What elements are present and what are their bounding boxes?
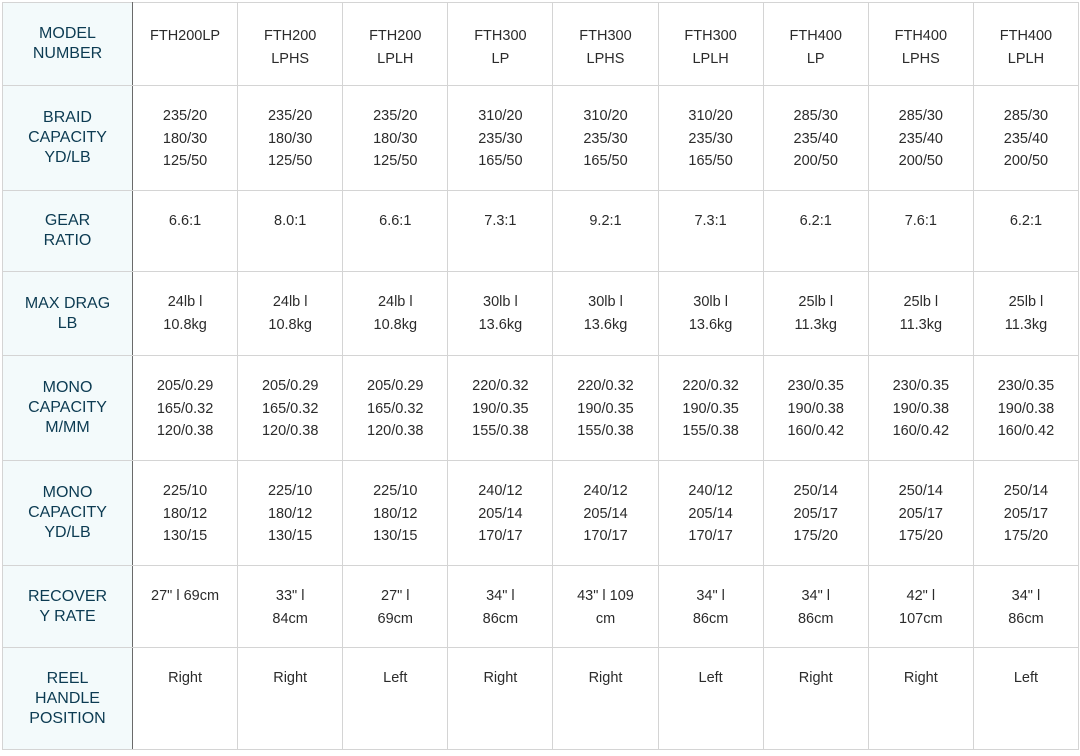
cell-line: 180/30 <box>373 130 418 147</box>
table-cell <box>658 86 763 191</box>
cell-line: 125/50 <box>373 153 418 169</box>
cell-line: 6.2:1 <box>1009 213 1043 229</box>
cell-line: 69cm <box>377 610 413 627</box>
cell-line: 225/10 <box>373 483 418 499</box>
row-header-line: REEL <box>46 669 89 687</box>
cell-line: 7.3:1 <box>484 213 517 229</box>
row-header-line: MONO <box>42 484 93 501</box>
cell-line: 10.8kg <box>163 316 207 333</box>
row-header-line: MONO <box>42 379 93 396</box>
table-cell <box>973 648 1078 750</box>
table-cell <box>448 272 553 356</box>
spec-table <box>2 2 1079 750</box>
recovery-rate-row <box>3 566 1079 648</box>
row-header-line: NUMBER <box>32 45 103 62</box>
cell-line: 230/0.35 <box>997 378 1055 394</box>
cell-line: Right <box>798 670 833 686</box>
row-header-line: CAPACITY <box>28 399 107 416</box>
table-cell <box>658 272 763 356</box>
cell-line: 235/40 <box>793 130 838 147</box>
table-cell <box>658 461 763 566</box>
row-header <box>3 86 133 191</box>
table-cell <box>763 356 868 461</box>
cell-line: 310/20 <box>478 108 523 124</box>
gear-ratio-row <box>3 191 1079 272</box>
row-header <box>3 356 133 461</box>
mono-capacity-ydlb-row <box>3 461 1079 566</box>
cell-line: LPHS <box>271 50 310 67</box>
cell-line: 7.6:1 <box>904 213 937 229</box>
cell-line: 120/0.38 <box>156 423 214 439</box>
cell-line: 130/15 <box>267 528 313 544</box>
row-header-line: RATIO <box>43 232 92 249</box>
cell-line: 250/14 <box>898 483 943 499</box>
cell-line: 170/17 <box>688 528 733 544</box>
cell-line: 220/0.32 <box>472 378 529 394</box>
cell-line: 240/12 <box>688 483 733 499</box>
cell-line: 240/12 <box>478 483 523 499</box>
cell-line: 155/0.38 <box>577 423 634 439</box>
cell-line: FTH200 <box>263 28 317 44</box>
cell-line: 200/50 <box>793 153 838 169</box>
model-number-row <box>3 3 1079 86</box>
row-header <box>3 272 133 356</box>
cell-line: 86cm <box>482 610 519 627</box>
cell-line: 86cm <box>797 610 834 627</box>
cell-line: 165/50 <box>583 153 628 169</box>
row-header <box>3 191 133 272</box>
cell-line: 6.2:1 <box>799 213 832 229</box>
table-cell <box>553 648 658 750</box>
row-header-line: LB <box>57 314 78 332</box>
table-cell <box>763 566 868 648</box>
cell-line: LPHS <box>586 50 625 67</box>
row-header-line: RECOVER <box>27 587 108 605</box>
cell-line: 235/20 <box>162 108 208 124</box>
cell-line: 235/30 <box>478 130 523 147</box>
cell-line: 125/50 <box>162 153 208 169</box>
cell-line: 13.6kg <box>478 316 523 333</box>
table-cell <box>553 272 658 356</box>
cell-line: 160/0.42 <box>787 423 844 439</box>
table-cell <box>448 648 553 750</box>
cell-line: 235/20 <box>267 108 313 124</box>
cell-line: 250/14 <box>1003 483 1049 499</box>
cell-line: 310/20 <box>583 108 628 124</box>
table-cell <box>238 3 343 86</box>
cell-line: 13.6kg <box>583 316 628 333</box>
table-cell <box>133 86 238 191</box>
table-cell <box>868 461 973 566</box>
cell-line: 205/0.29 <box>261 378 319 394</box>
cell-line: 6.6:1 <box>379 213 412 229</box>
table-cell <box>343 191 448 272</box>
cell-line: 235/30 <box>583 130 628 147</box>
cell-line: 235/40 <box>1003 130 1049 147</box>
table-cell <box>973 566 1078 648</box>
table-cell <box>658 566 763 648</box>
cell-line: 130/15 <box>373 528 418 544</box>
cell-line: 190/0.38 <box>787 400 844 417</box>
row-header-line: CAPACITY <box>28 504 107 521</box>
cell-line: 84cm <box>272 610 308 627</box>
cell-line: 8.0:1 <box>274 213 307 229</box>
cell-line: 180/30 <box>267 130 313 147</box>
cell-line: 11.3kg <box>1004 316 1048 333</box>
cell-line: 24lb l <box>377 294 413 310</box>
row-header-line: HANDLE <box>35 689 100 707</box>
cell-line: 120/0.38 <box>367 423 424 439</box>
row-header <box>3 648 133 750</box>
table-cell <box>763 461 868 566</box>
cell-line: 190/0.35 <box>472 400 529 417</box>
cell-line: 225/10 <box>162 483 208 499</box>
table-cell <box>658 356 763 461</box>
cell-line: 13.6kg <box>688 316 733 333</box>
table-cell <box>343 648 448 750</box>
cell-line: 175/20 <box>1003 528 1049 544</box>
cell-line: 34" l <box>696 588 725 604</box>
cell-line: 7.3:1 <box>694 213 727 229</box>
table-cell <box>868 191 973 272</box>
cell-line: Left <box>1013 670 1039 686</box>
table-cell <box>763 3 868 86</box>
cell-line: 11.3kg <box>899 316 943 333</box>
cell-line: Right <box>168 670 202 686</box>
table-cell <box>553 566 658 648</box>
table-cell <box>238 86 343 191</box>
cell-line: 180/30 <box>162 130 208 147</box>
cell-line: 205/17 <box>898 505 943 522</box>
cell-line: 200/50 <box>1003 153 1049 169</box>
cell-line: 11.3kg <box>794 316 837 333</box>
table-cell <box>238 648 343 750</box>
cell-line: 205/17 <box>793 505 838 522</box>
table-cell <box>658 648 763 750</box>
cell-line: 230/0.35 <box>892 378 950 394</box>
cell-line: 30lb l <box>483 294 518 310</box>
row-header-line: YD/LB <box>44 524 91 541</box>
cell-line: FTH400 <box>789 28 842 44</box>
cell-line: 9.2:1 <box>589 213 622 229</box>
row-header-line: MODEL <box>39 25 96 42</box>
table-cell <box>238 191 343 272</box>
cell-line: 160/0.42 <box>997 423 1055 439</box>
cell-line: 107cm <box>899 610 943 627</box>
braid-capacity-row <box>3 86 1079 191</box>
cell-line: 175/20 <box>793 528 838 544</box>
cell-line: 10.8kg <box>268 316 312 333</box>
row-header-line: CAPACITY <box>28 129 107 146</box>
table-cell <box>973 191 1078 272</box>
cell-line: 190/0.38 <box>997 400 1055 417</box>
cell-line: 205/14 <box>478 505 523 522</box>
table-cell <box>133 648 238 750</box>
table-cell <box>973 356 1078 461</box>
table-cell <box>133 272 238 356</box>
cell-line: 165/0.32 <box>156 400 214 417</box>
cell-line: 165/50 <box>478 153 523 169</box>
cell-line: Right <box>483 670 518 686</box>
cell-line: FTH400 <box>999 28 1053 44</box>
cell-line: 42" l <box>906 588 936 604</box>
cell-line: Right <box>903 670 938 686</box>
table-cell <box>133 356 238 461</box>
cell-line: 170/17 <box>478 528 523 544</box>
cell-line: 30lb l <box>588 294 623 310</box>
cell-line: LPHS <box>901 50 940 67</box>
cell-line: 240/12 <box>583 483 628 499</box>
cell-line: Right <box>273 670 308 686</box>
table-cell <box>868 648 973 750</box>
row-header <box>3 566 133 648</box>
table-cell <box>343 566 448 648</box>
table-cell <box>553 3 658 86</box>
cell-line: 285/30 <box>793 108 838 124</box>
table-cell <box>553 461 658 566</box>
row-header-line: M/MM <box>45 419 90 436</box>
cell-line: 165/50 <box>688 153 733 169</box>
cell-line: 205/0.29 <box>367 378 424 394</box>
cell-line: 24lb l <box>272 294 308 310</box>
table-cell <box>343 86 448 191</box>
table-cell <box>658 191 763 272</box>
cell-line: 34" l <box>1011 588 1041 604</box>
cell-line: LPLH <box>377 50 414 67</box>
table-cell <box>553 86 658 191</box>
row-header <box>3 461 133 566</box>
cell-line: 220/0.32 <box>682 378 739 394</box>
cell-line: 25lb l <box>798 294 834 310</box>
cell-line: 190/0.38 <box>892 400 950 417</box>
cell-line: LP <box>491 50 510 67</box>
table-cell <box>973 461 1078 566</box>
cell-line: 155/0.38 <box>472 423 529 439</box>
cell-line: 125/50 <box>267 153 313 169</box>
table-cell <box>133 461 238 566</box>
cell-line: 235/20 <box>373 108 418 124</box>
row-header-line: POSITION <box>29 709 106 727</box>
table-cell <box>448 191 553 272</box>
cell-line: 180/12 <box>162 505 208 522</box>
table-cell <box>868 86 973 191</box>
table-cell <box>553 356 658 461</box>
cell-line: 24lb l <box>167 294 203 310</box>
table-cell <box>238 461 343 566</box>
cell-line: 33" l <box>275 588 305 604</box>
cell-line: 27" l <box>381 588 410 604</box>
cell-line: 190/0.35 <box>577 400 634 417</box>
cell-line: 27" l 69cm <box>151 588 220 604</box>
table-cell <box>763 648 868 750</box>
table-cell <box>133 3 238 86</box>
cell-line: 25lb l <box>903 294 939 310</box>
spec-table-body <box>3 3 1079 750</box>
cell-line: 86cm <box>692 610 729 627</box>
cell-line: 310/20 <box>688 108 733 124</box>
row-header-line: YD/LB <box>44 149 91 166</box>
cell-line: 285/30 <box>898 108 943 124</box>
cell-line: 155/0.38 <box>682 423 739 439</box>
mono-capacity-mmm-row <box>3 356 1079 461</box>
table-cell <box>343 461 448 566</box>
table-cell <box>448 3 553 86</box>
table-cell <box>868 3 973 86</box>
cell-line: 205/17 <box>1003 505 1049 522</box>
cell-line: 180/12 <box>373 505 418 522</box>
cell-line: 43" l 109 <box>577 588 634 604</box>
table-cell <box>868 566 973 648</box>
cell-line: 235/30 <box>688 130 733 147</box>
cell-line: 205/14 <box>688 505 733 522</box>
cell-line: 230/0.35 <box>787 378 844 394</box>
table-cell <box>973 272 1078 356</box>
cell-line: FTH400 <box>894 28 948 44</box>
table-cell <box>133 566 238 648</box>
cell-line: FTH300 <box>474 28 527 44</box>
cell-line: 120/0.38 <box>261 423 319 439</box>
cell-line: LPLH <box>692 50 729 67</box>
table-cell <box>868 356 973 461</box>
table-cell <box>133 191 238 272</box>
table-cell <box>238 272 343 356</box>
cell-line: 285/30 <box>1003 108 1049 124</box>
table-cell <box>238 566 343 648</box>
cell-line: Right <box>588 670 623 686</box>
cell-line: 34" l <box>486 588 515 604</box>
cell-line: 86cm <box>1008 610 1044 627</box>
cell-line: FTH300 <box>579 28 632 44</box>
row-header-line: MAX DRAG <box>24 294 111 312</box>
cell-line: 190/0.35 <box>682 400 739 417</box>
cell-line: 160/0.42 <box>892 423 950 439</box>
cell-line: 180/12 <box>267 505 313 522</box>
table-cell <box>658 3 763 86</box>
cell-line: 235/40 <box>898 130 943 147</box>
cell-line: 165/0.32 <box>261 400 319 417</box>
cell-line: 250/14 <box>793 483 838 499</box>
cell-line: 205/14 <box>583 505 628 522</box>
cell-line: Left <box>698 670 723 686</box>
cell-line: 6.6:1 <box>168 213 202 229</box>
table-cell <box>448 566 553 648</box>
cell-line: FTH200 <box>369 28 422 44</box>
row-header-line: GEAR <box>44 212 91 229</box>
table-cell <box>868 272 973 356</box>
table-cell <box>973 3 1078 86</box>
table-cell <box>448 86 553 191</box>
row-header <box>3 3 133 86</box>
table-cell <box>238 356 343 461</box>
cell-line: 25lb l <box>1008 294 1044 310</box>
cell-line: LPLH <box>1007 50 1045 67</box>
cell-line: 225/10 <box>267 483 313 499</box>
cell-line: 205/0.29 <box>156 378 214 394</box>
table-cell <box>343 356 448 461</box>
cell-line: 170/17 <box>583 528 628 544</box>
table-cell <box>763 86 868 191</box>
cell-line: 10.8kg <box>373 316 418 333</box>
table-cell <box>973 86 1078 191</box>
cell-line: FTH300 <box>684 28 737 44</box>
cell-line: 165/0.32 <box>367 400 424 417</box>
table-cell <box>763 191 868 272</box>
handle-position-row <box>3 648 1079 750</box>
cell-line: 34" l <box>801 588 830 604</box>
row-header-line: Y RATE <box>39 607 96 625</box>
cell-line: 175/20 <box>898 528 943 544</box>
table-cell <box>343 272 448 356</box>
cell-line: Left <box>383 670 408 686</box>
table-cell <box>448 356 553 461</box>
table-cell <box>553 191 658 272</box>
table-cell <box>448 461 553 566</box>
cell-line: FTH200LP <box>149 28 221 44</box>
max-drag-row <box>3 272 1079 356</box>
row-header-line: BRAID <box>43 109 92 126</box>
cell-line: 200/50 <box>898 153 943 169</box>
table-cell <box>763 272 868 356</box>
cell-line: cm <box>595 610 616 627</box>
cell-line: 130/15 <box>162 528 208 544</box>
cell-line: LP <box>806 50 825 67</box>
cell-line: 30lb l <box>693 294 728 310</box>
cell-line: 220/0.32 <box>577 378 634 394</box>
table-cell <box>343 3 448 86</box>
